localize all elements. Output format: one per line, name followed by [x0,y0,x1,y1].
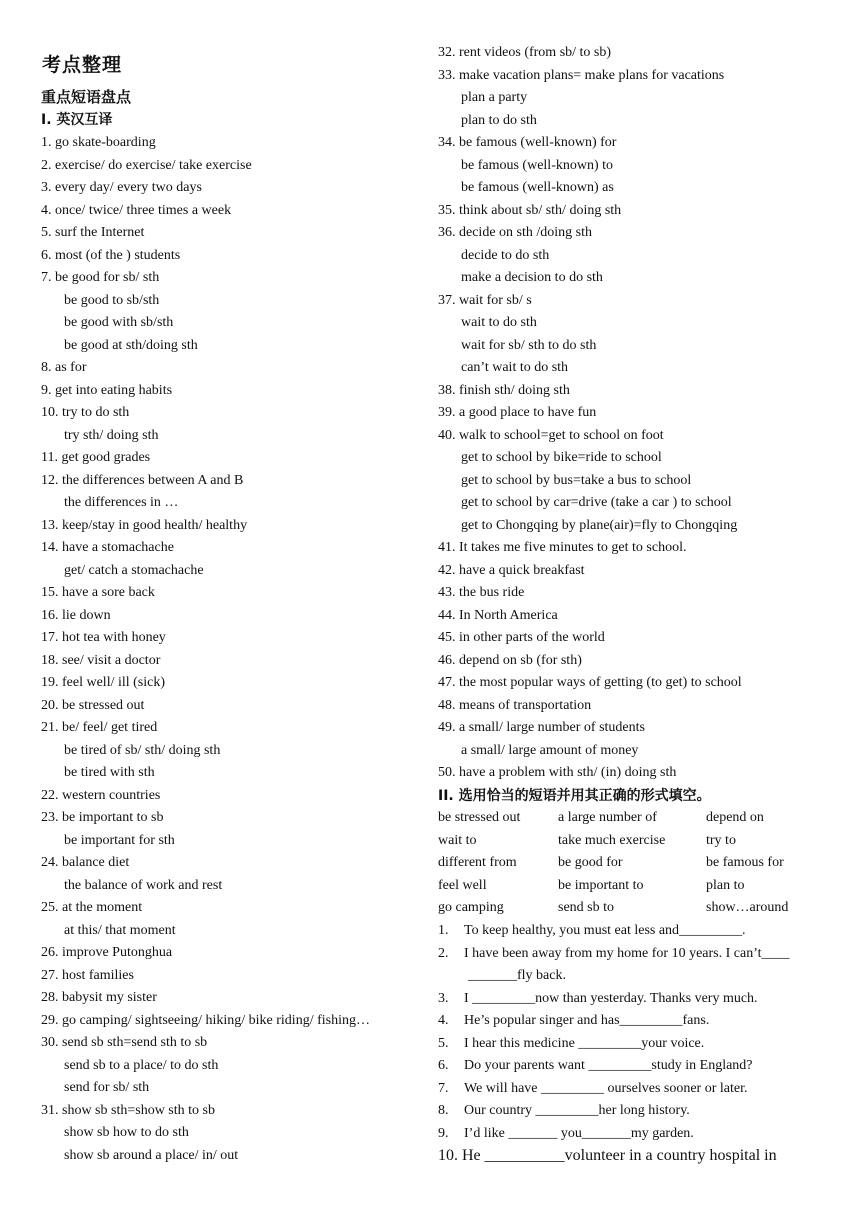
right-phrase-line: be famous (well-known) as [461,180,614,195]
right-phrase-line: get to school by car=drive (take a car ) to school [461,495,732,510]
word-bank-item: different from [438,855,517,870]
exercise-number: 1. [438,923,449,938]
exercise-text: _______fly back. [468,968,566,983]
left-phrase-line: try sth/ doing sth [64,427,159,443]
exercise-text: I’d like _______ you_______my garden. [464,1125,694,1141]
left-phrase-line: 16. lie down [41,607,111,623]
exercise-line [438,1035,704,1053]
exercise-line [438,1012,709,1030]
right-phrase-line: 45. in other parts of the world [438,630,605,645]
right-phrase-line: 40. walk to school=get to school on foot [438,427,664,443]
word-bank-item: show…around [706,900,789,915]
right-phrase-line: 35. think about sb/ sth/ doing sth [438,202,622,218]
left-phrase-line: 6. most (of the ) students [41,247,181,263]
right-phrase-line: 36. decide on sth /doing sth [438,225,592,240]
left-phrase-line: the balance of work and rest [64,877,223,893]
left-phrase-line: get/ catch a stomachache [64,562,204,578]
left-phrase-line: 11. get good grades [41,450,151,465]
right-phrase-line: get to school by bike=ride to school [461,450,662,465]
exercise-text: He’s popular singer and has_________fans. [464,1013,710,1028]
right-phrase-line: 42. have a quick breakfast [438,562,585,578]
exercise-text: To keep healthy, you must eat less and_________. [464,923,746,938]
left-phrase-line: show sb how to do sth [64,1125,189,1140]
right-phrase-line: 43. the bus ride [438,585,525,600]
right-phrase-line: get to Chongqing by plane(air)=fly to Chongqing [461,517,738,533]
right-phrase-line: 37. wait for sb/ s [438,292,532,308]
left-phrase-line: 31. show sb sth=show sth to sb [41,1102,215,1118]
left-phrase-line: 12. the differences between A and B [41,472,244,488]
left-phrase-line: 30. send sb sth=send sth to sb [41,1035,208,1050]
left-phrase-line: at this/ that moment [64,922,176,938]
exercise-text: I hear this medicine _________your voice. [464,1035,705,1051]
left-phrase-line: the differences in … [64,495,179,510]
left-phrase-line: 18. see/ visit a doctor [41,652,161,668]
word-bank-item: wait to [438,832,477,848]
right-phrase-line: wait to do sth [461,315,537,330]
exercise-number: 3. [438,990,449,1006]
left-phrase-line: 17. hot tea with honey [41,630,166,645]
right-phrase-line: 34. be famous (well-known) for [438,135,617,150]
left-phrase-line: be tired of sb/ sth/ doing sth [64,742,221,758]
right-phrase-line: plan to do sth [461,112,537,128]
part2-heading: II. 选用恰当的短语并用其正确的形式填空。 [438,788,711,804]
exercise-line [438,1080,747,1098]
left-phrase-line: 1. go skate-boarding [41,135,156,150]
left-phrase-line: 14. have a stomachache [41,540,174,555]
left-phrase-line: 25. at the moment [41,900,143,915]
right-phrase-line: get to school by bus=take a bus to school [461,472,692,488]
right-phrase-line: 50. have a problem with sth/ (in) doing sth [438,765,677,780]
exercise-line [438,1102,690,1120]
exercise-line [438,967,566,985]
left-phrase-line: 22. western countries [41,787,161,803]
word-bank-item: take much exercise [558,832,666,848]
word-bank-item: a large number of [558,810,657,825]
right-phrase-line: 38. finish sth/ doing sth [438,382,570,398]
exercise-number: 4. [438,1013,449,1028]
word-bank-item: feel well [438,877,487,893]
word-bank-item: depend on [706,810,764,825]
left-phrase-line: 19. feel well/ ill (sick) [41,675,166,690]
right-phrase-line: 48. means of transportation [438,697,592,713]
exercise-number: 8. [438,1103,449,1118]
word-bank-item: be famous for [706,855,784,870]
exercise-text: Do your parents want _________study in England? [464,1058,753,1073]
exercise-text: Our country _________her long history. [464,1103,690,1118]
right-phrase-line: make a decision to do sth [461,270,603,285]
right-phrase-line: 39. a good place to have fun [438,405,597,420]
left-phrase-line: 28. babysit my sister [41,990,157,1005]
word-bank-item: be good for [558,855,623,870]
word-bank-item: send sb to [558,900,614,915]
word-bank-item: go camping [438,900,504,915]
left-phrase-line: send sb to a place/ to do sth [64,1057,219,1073]
exercise-number: 6. [438,1058,449,1073]
part1-heading: I. 英汉互译 [41,112,113,128]
right-phrase-line: plan a party [461,90,528,105]
left-phrase-line: 4. once/ twice/ three times a week [41,202,232,218]
word-bank-item: be important to [558,877,644,893]
right-phrase-line: 46. depend on sb (for sth) [438,652,582,668]
left-phrase-line: 5. surf the Internet [41,225,145,240]
left-phrase-line: 21. be/ feel/ get tired [41,720,158,735]
left-phrase-line: be good at sth/doing sth [64,337,198,353]
exercise-line [438,922,746,940]
right-phrase-line: 41. It takes me five minutes to get to school. [438,540,687,555]
right-phrase-line: 47. the most popular ways of getting (to get) to school [438,675,742,690]
left-phrase-line: be good to sb/sth [64,292,160,308]
left-phrase-line: 3. every day/ every two days [41,180,202,195]
exercise-line [438,990,758,1008]
left-phrase-line: 20. be stressed out [41,697,145,713]
left-phrase-line: be good with sb/sth [64,315,174,330]
right-phrase-line: can’t wait to do sth [461,360,569,375]
left-phrase-line: 24. balance diet [41,855,130,870]
left-phrase-line: 26. improve Putonghua [41,945,173,960]
exercise-line [438,1057,753,1075]
left-phrase-line: be important for sth [64,832,175,848]
left-phrase-line: 29. go camping/ sightseeing/ hiking/ bike riding/ fishing… [41,1012,370,1028]
left-phrase-line: show sb around a place/ in/ out [64,1147,239,1163]
left-phrase-line: send for sb/ sth [64,1080,150,1095]
right-phrase-line: 32. rent videos (from sb/ to sb) [438,45,612,60]
left-phrase-line: 2. exercise/ do exercise/ take exercise [41,157,252,173]
right-phrase-line: be famous (well-known) to [461,157,614,173]
left-phrase-line: 27. host families [41,967,134,983]
right-phrase-line: a small/ large amount of money [461,742,639,758]
exercise-number: 9. [438,1125,449,1141]
exercise-10: 10. He __________volunteer in a country hospital in [438,1147,777,1164]
word-bank-item: try to [706,832,736,848]
exercise-text: I _________now than yesterday. Thanks very much. [464,990,758,1006]
left-phrase-line: 23. be important to sb [41,810,164,825]
right-phrase-line: 49. a small/ large number of students [438,720,645,735]
left-phrase-line: 9. get into eating habits [41,382,173,398]
right-phrase-line: 44. In North America [438,607,558,623]
right-phrase-line: wait for sb/ sth to do sth [461,337,597,353]
page-title: 考点整理 [42,54,123,76]
section-title: 重点短语盘点 [41,88,132,106]
word-bank-item: be stressed out [438,810,521,825]
exercise-text: We will have _________ ourselves sooner or later. [464,1080,748,1096]
exercise-line [438,1125,694,1143]
left-phrase-line: 13. keep/stay in good health/ healthy [41,517,248,533]
left-phrase-line: 10. try to do sth [41,405,130,420]
exercise-number: 5. [438,1035,449,1051]
exercise-line [438,945,790,963]
right-phrase-line: decide to do sth [461,247,550,263]
exercise-number: 2. [438,945,449,961]
right-phrase-line: 33. make vacation plans= make plans for vacations [438,67,725,83]
word-bank-item: plan to [706,877,745,893]
left-phrase-line: 8. as for [41,360,87,375]
left-phrase-line: 15. have a sore back [41,585,155,600]
left-phrase-line: 7. be good for sb/ sth [41,270,160,285]
left-phrase-line: be tired with sth [64,765,155,780]
exercise-text: I have been away from my home for 10 years. I can’t____ [464,945,790,961]
exercise-number: 7. [438,1080,449,1096]
